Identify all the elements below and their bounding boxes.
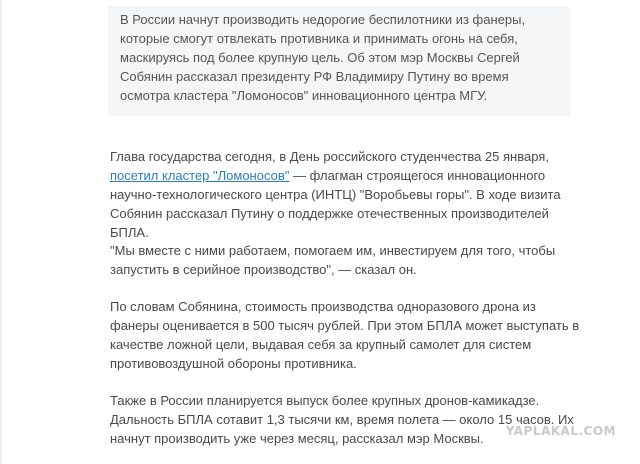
- paragraph-quote: "Мы вместе с ними работаем, помогаем им, инвестируем для того, чтобы запустить в серийное производство", — сказал он.: [110, 243, 556, 277]
- paragraph-kamikaze: Также в России планируется выпуск более крупных дронов-камикадзе. Дальность БПЛА сотавит 1,3 тысячи км, время полета — около 15 часов. Их начнут производить уже через месяц, рассказал мэр Москвы.: [110, 393, 574, 446]
- left-divider: [0, 0, 2, 464]
- paragraph-visit: [110, 147, 580, 242]
- lead-text: В России начнут производить недорогие беспилотники из фанеры, которые смогут отвлекать противника и принимать огонь на себя, маскируясь под более крупную цель. Об этом мэр Москвы Сергей Собянин рассказал президенту РФ Владимиру Путину во время осмотра кластера "Ломоносов" инновационного центра МГУ.: [120, 12, 526, 103]
- paragraph-cost: По словам Собянина, стоимость производства одноразового дрона из фанеры оценивается в 500 тысяч рублей. При этом БПЛА может выступать в качестве ложной цели, выдавая себя за крупный самолет для систем противовоздушной обороны противника.: [110, 299, 580, 371]
- lead-quote-block: [108, 6, 570, 116]
- paragraph-visit-rest: — флагман строящегося инновационного научно-технологического центра (ИНТЦ) "Воробьевы горы". В ходе визита Собянин рассказал Путину о поддержке отечественных производителей БПЛА.: [110, 168, 561, 240]
- site-watermark: YAPLAKAL.COM: [505, 424, 616, 438]
- lomonosov-cluster-link[interactable]: посетил кластер "Ломоносов": [110, 168, 290, 183]
- paragraph-visit-intro: Глава государства сегодня, в День российского студенчества 25 января,: [110, 149, 549, 164]
